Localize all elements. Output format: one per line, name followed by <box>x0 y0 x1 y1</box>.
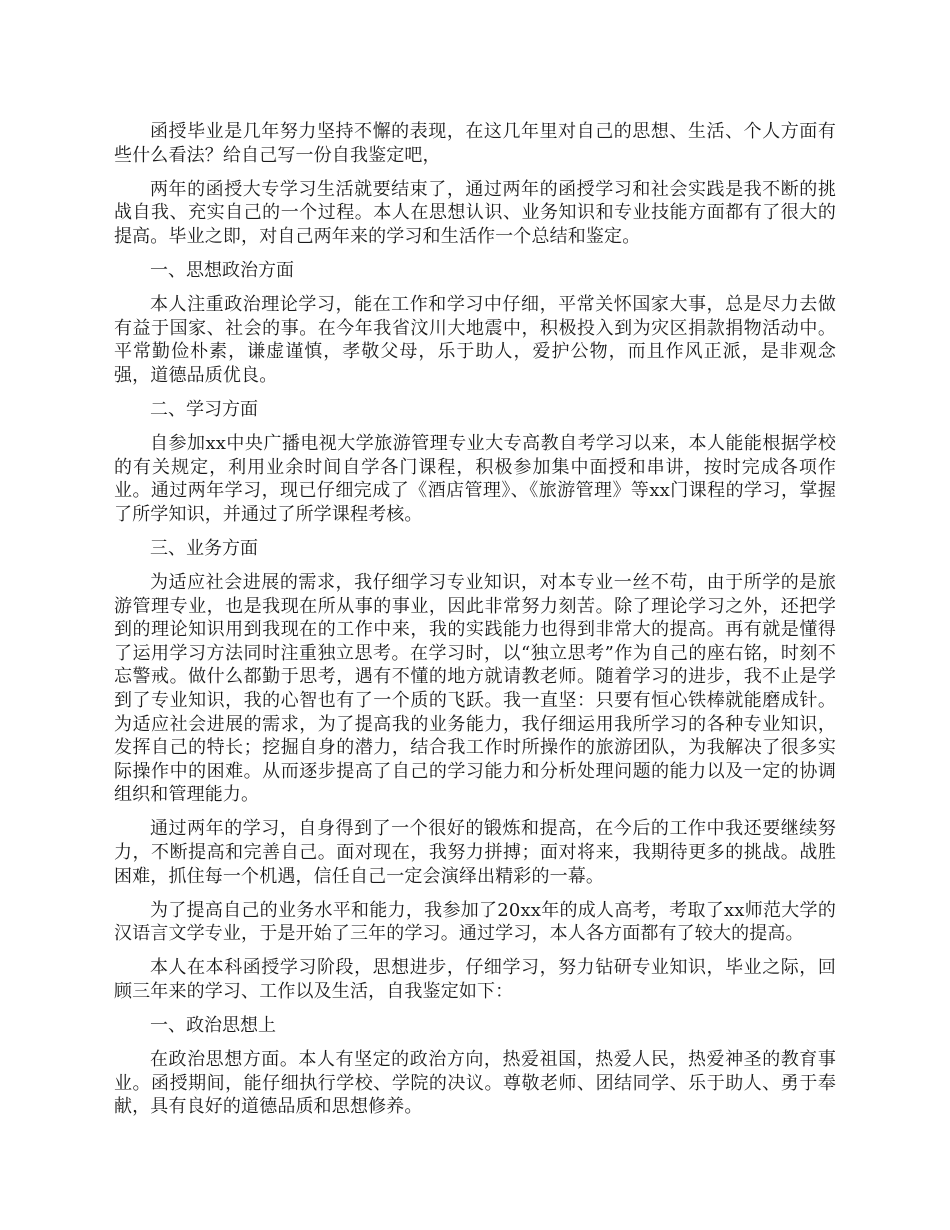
section-heading-business: 三、业务方面 <box>150 537 258 559</box>
paragraph-undergrad: 本人在本科函授学习阶段，思想进步，仔细学习，努力钻研专业知识，毕业之际，回顾三年来的学习、工作以及生活，自我鉴定如下： <box>114 957 836 1002</box>
paragraph-study: 自参加xx中央广播电视大学旅游管理专业大专高教自考学习以来，本人能能根据学校的有关规定，利用业余时间自学各门课程，积极参加集中面授和串讲，按时完成各项作业。通过两年学习，现已仔细完成了《酒店管理》、《旅游管理》等xx门课程的学习，掌握了所学知识，并通过了所学课程考核。 <box>114 433 836 525</box>
section-heading-study: 二、学习方面 <box>150 398 258 420</box>
paragraph-political-thought: 在政治思想方面。本人有坚定的政治方向，热爱祖国，热爱人民，热爱神圣的教育事业。函授期间，能仔细执行学校、学院的决议。尊敬老师、团结同学、乐于助人、勇于奉献，具有良好的道德品质和思想修养。 <box>114 1049 836 1118</box>
paragraph-overview: 两年的函授大专学习生活就要结束了，通过两年的函授学习和社会实践是我不断的挑战自我、充实自己的一个过程。本人在思想认识、业务知识和专业技能方面都有了很大的提高。毕业之即，对自己两年来的学习和生活作一个总结和鉴定。 <box>114 178 836 247</box>
paragraph-summary: 通过两年的学习，自身得到了一个很好的锻炼和提高，在今后的工作中我还要继续努力，不断提高和完善自己。面对现在，我努力拼搏；面对将来，我期待更多的挑战。战胜困难，抓住每一个机遇，信任自己一定会演绎出精彩的一幕。 <box>114 818 836 887</box>
paragraph-intro: 函授毕业是几年努力坚持不懈的表现，在这几年里对自己的思想、生活、个人方面有些什么看法？给自己写一份自我鉴定吧， <box>114 121 836 166</box>
paragraph-politics: 本人注重政治理论学习，能在工作和学习中仔细，平常关怀国家大事，总是尽力去做有益于国家、社会的事。在今年我省汶川大地震中，积极投入到为灾区捐款捐物活动中。平常勤俭朴素，谦虚谨慎，孝敬父母，乐于助人，爱护公物，而且作风正派，是非观念强，道德品质优良。 <box>114 294 836 386</box>
paragraph-exam: 为了提高自己的业务水平和能力，我参加了20xx年的成人高考，考取了xx师范大学的汉语言文学专业，于是开始了三年的学习。通过学习，本人各方面都有了较大的提高。 <box>114 899 836 945</box>
section-heading-political-thought: 一、政治思想上 <box>150 1015 276 1037</box>
section-heading-politics: 一、思想政治方面 <box>150 259 294 281</box>
paragraph-business: 为适应社会进展的需求，我仔细学习专业知识，对本专业一丝不苟，由于所学的是旅游管理专业，也是我现在所从事的事业，因此非常努力刻苦。除了理论学习之外，还把学到的理论知识用到我现在的工作中来，我的实践能力也得到非常大的提高。再有就是懂得了运用学习方法同时注重独立思考。在学习时，以“独立思考”作为自己的座右铭，时刻不忘警戒。做什么都勤于思考，遇有不懂的地方就请教老师。随着学习的进步，我不止是学到了专业知识，我的心智也有了一个质的飞跃。我一直坚：只要有恒心铁棒就能磨成针。为适应社会进展的需求，为了提高我的业务能力，我仔细运用我所学习的各种专业知识，发挥自己的特长；挖掘自身的潜力，结合我工作时所操作的旅游团队，为我解决了很多实际操作中的困难。从而逐步提高了自己的学习能力和分析处理问题的能力以及一定的协调组织和管理能力。 <box>114 572 836 806</box>
document-body <box>114 120 836 1129</box>
